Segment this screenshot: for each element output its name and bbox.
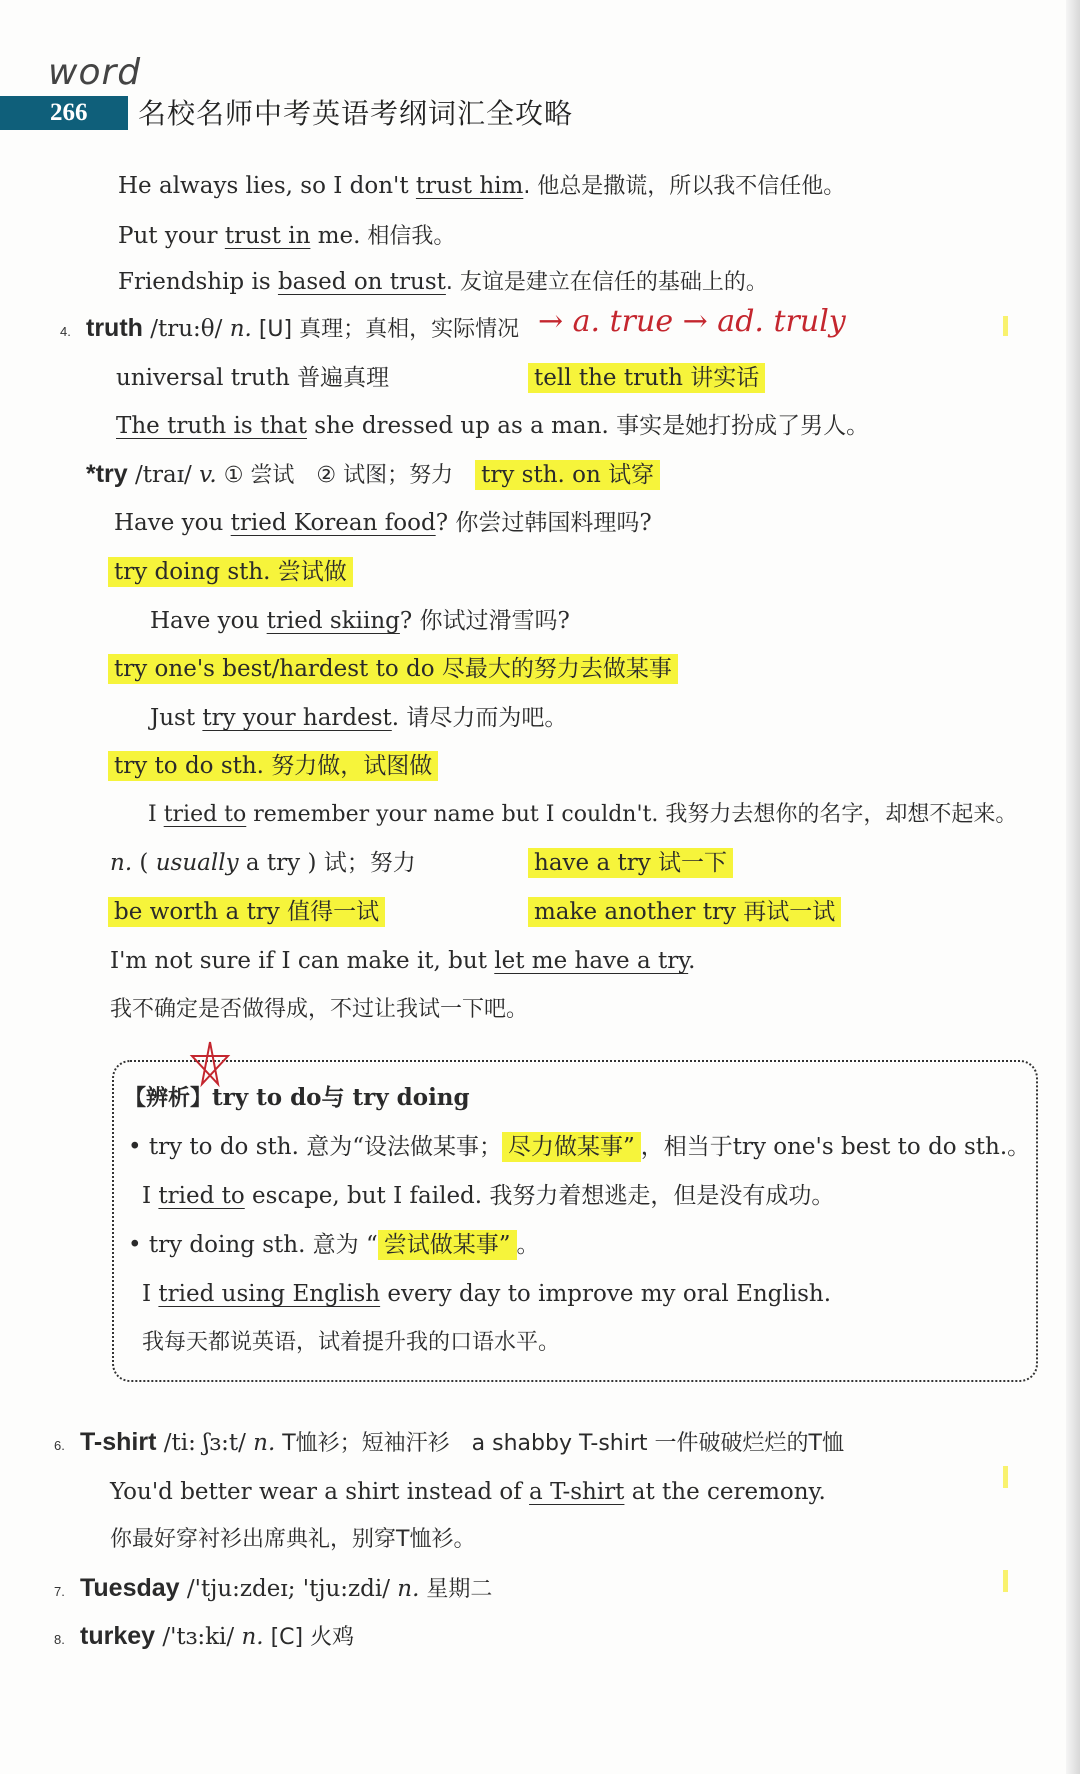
book-title: 名校名师中考英语考纲词汇全攻略 (138, 97, 574, 130)
entry-tuesday: Tuesday /'tju:zdeɪ; 'tju:zdi/ n. 星期二 (80, 1574, 493, 1602)
entry-number: 7. (54, 1584, 65, 1599)
highlighter-mark (1003, 316, 1008, 336)
example-line: You'd better wear a shirt instead of a T-shirt at the ceremony. (110, 1479, 826, 1505)
handwritten-note: → a. true → ad. truly (538, 304, 846, 339)
example-line: He always lies, so I don't trust him. 他总是撒谎，所以我不信任他。 (118, 173, 846, 199)
entry-tshirt: T-shirt /ti: ʃɜ:t/ n. T恤衫；短袖汗衫 a shabby T-shirt 一件破破烂烂的T恤 (80, 1428, 844, 1456)
highlighter-mark (1003, 1570, 1008, 1592)
entry-try: *try /traɪ/ v. ① 尝试 ② 试图；努力 try sth. on 试穿 (86, 458, 660, 492)
phrase-highlight: tell the truth 讲实话 (528, 362, 765, 394)
note-bullet: • try doing sth. 意为 “ 尝试做某事” 。 (128, 1232, 540, 1258)
example-line: I tried to escape, but I failed. 我努力着想逃走，但是没有成功。 (142, 1183, 835, 1209)
highlighter-mark (1003, 1466, 1008, 1488)
example-line: Friendship is based on trust. 友谊是建立在信任的基础上的。 (118, 269, 768, 295)
page-number: 266 (50, 99, 88, 126)
example-line: Just try your hardest. 请尽力而为吧。 (150, 705, 568, 731)
page-edge (1066, 0, 1080, 1774)
header-word-mark: word (48, 52, 142, 93)
example-translation: 我每天都说英语，试着提升我的口语水平。 (142, 1330, 561, 1355)
entry-turkey: turkey /'tɜ:ki/ n. [C] 火鸡 (80, 1622, 355, 1650)
entry-truth: truth /tru:θ/ n. [U] 真理；真相，实际情况 (86, 314, 520, 342)
example-line: I tried to remember your name but I couldn't. 我努力去想你的名字，却想不起来。 (148, 802, 1018, 827)
phrase: universal truth 普遍真理 (116, 365, 390, 391)
example-translation: 你最好穿衬衫出席典礼，别穿T恤衫。 (110, 1527, 476, 1552)
entry-number: 6. (54, 1438, 65, 1453)
phrase-highlight: try one's best/hardest to do 尽最大的努力去做某事 (108, 653, 678, 685)
example-line: Have you tried skiing? 你试过滑雪吗? (150, 608, 570, 634)
note-bullet: • try to do sth. 意为“设法做某事； 尽力做某事” ，相当于try one's best to do sth.。 (128, 1134, 1031, 1160)
phrase-highlight: be worth a try 值得一试 (108, 896, 385, 928)
phrase-highlight: try to do sth. 努力做，试图做 (108, 750, 438, 782)
example-line: Have you tried Korean food? 你尝过韩国料理吗? (114, 510, 652, 536)
example-line: I'm not sure if I can make it, but let me have a try. (110, 948, 696, 974)
noun-sense: n. ( usually a try ) 试；努力 (110, 850, 416, 876)
example-line: I tried using English every day to improve my oral English. (142, 1281, 832, 1307)
phrase-highlight: try doing sth. 尝试做 (108, 556, 353, 588)
example-line: The truth is that she dressed up as a man. 事实是她打扮成了男人。 (116, 413, 870, 439)
example-line: Put your trust in me. 相信我。 (118, 223, 456, 249)
note-title: 【辨析】try to do与 try doing (124, 1084, 470, 1111)
example-translation: 我不确定是否做得成，不过让我试一下吧。 (110, 997, 529, 1022)
phrase-highlight: have a try 试一下 (528, 847, 733, 879)
phrase-highlight: make another try 再试一试 (528, 896, 841, 928)
entry-number: 4. (60, 324, 71, 339)
star-icon (188, 1040, 232, 1088)
entry-number: 8. (54, 1632, 65, 1647)
